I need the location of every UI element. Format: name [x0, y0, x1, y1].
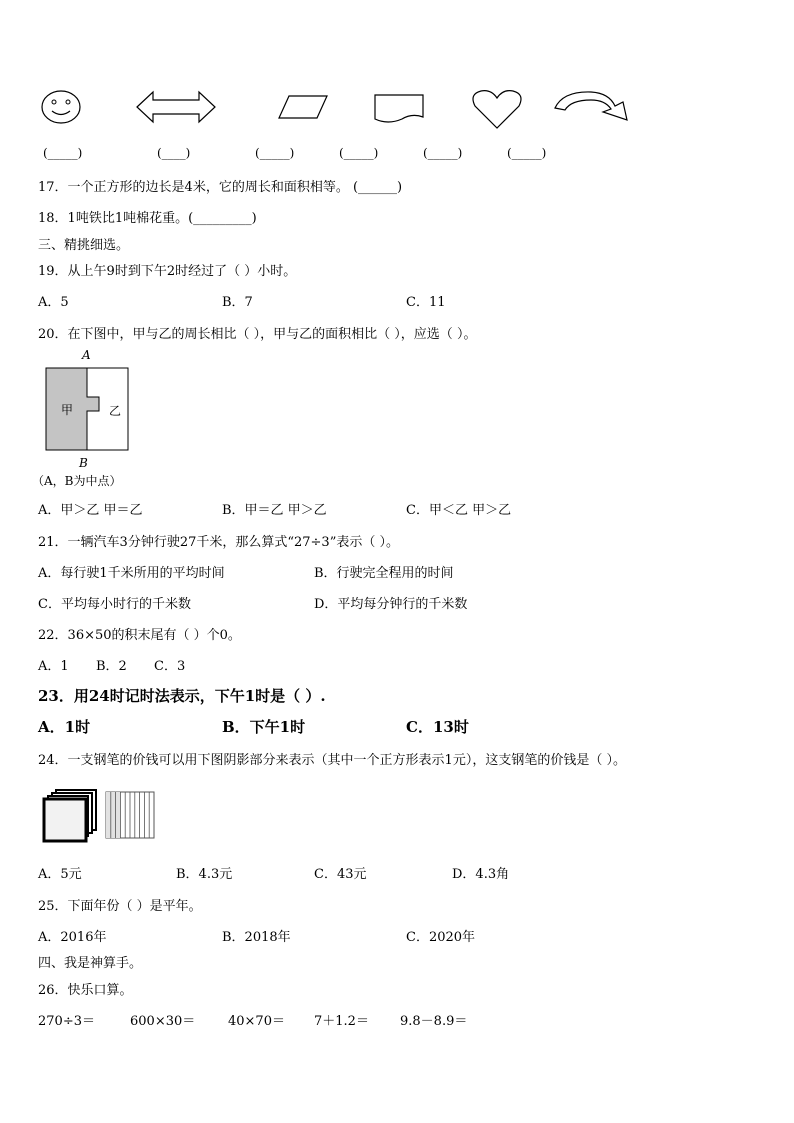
q20-option-b[interactable]: B．甲＝乙 甲＞乙 — [222, 503, 327, 518]
section-4-heading: 四、我是神算手。 — [38, 956, 143, 971]
shape-blank-3[interactable]: (_____) — [255, 146, 295, 160]
question-23-stem: 23．用24时记时法表示，下午1时是（ ）. — [38, 687, 326, 705]
label-b: B — [79, 456, 88, 470]
shape-blank-4[interactable]: (_____) — [339, 146, 379, 160]
q23-option-c[interactable]: C．13时 — [406, 718, 469, 736]
q20-option-a[interactable]: A．甲＞乙 甲＝乙 — [38, 503, 143, 518]
q21-option-a[interactable]: A．每行驶1千米所用的平均时间 — [38, 566, 225, 581]
q20-option-c[interactable]: C．甲＜乙 甲＞乙 — [406, 503, 512, 518]
q24-option-a[interactable]: A．5元 — [38, 867, 82, 882]
smiley-face-icon — [40, 89, 82, 125]
question-22-stem: 22．36×50的积末尾有（ ）个0。 — [38, 628, 241, 643]
question-21-stem: 21．一辆汽车3分钟行驶27千米，那么算式“27÷3”表示（ ）。 — [38, 535, 399, 550]
q22-option-a[interactable]: A．1 — [38, 659, 69, 674]
label-jia: 甲 — [61, 403, 74, 417]
q26-item-4[interactable]: 7＋1.2＝ — [314, 1014, 369, 1029]
q21-option-b[interactable]: B．行驶完全程用的时间 — [314, 566, 454, 581]
q23-option-a[interactable]: A．1时 — [38, 718, 91, 736]
stacked-squares-figure — [42, 788, 158, 844]
figure-caption: （A，B为中点） — [32, 474, 122, 488]
label-yi: 乙 — [109, 404, 122, 418]
shape-blank-5[interactable]: (_____) — [423, 146, 463, 160]
q25-option-b[interactable]: B．2018年 — [222, 930, 291, 945]
q19-option-a[interactable]: A．5 — [38, 295, 69, 310]
q25-option-a[interactable]: A．2016年 — [38, 930, 107, 945]
label-a: A — [82, 348, 91, 362]
q24-option-d[interactable]: D．4.3角 — [452, 867, 510, 882]
question-18: 18．1吨铁比1吨棉花重。(_________) — [38, 211, 257, 226]
question-17: 17．一个正方形的边长是4米，它的周长和面积相等。 (______) — [38, 180, 403, 195]
q21-option-c[interactable]: C．平均每小时行的千米数 — [38, 597, 191, 612]
q26-item-3[interactable]: 40×70＝ — [228, 1014, 285, 1029]
question-19-stem: 19．从上午9时到下午2时经过了（ ）小时。 — [38, 264, 297, 279]
q24-option-c[interactable]: C．43元 — [314, 867, 367, 882]
question-20-stem: 20．在下图中，甲与乙的周长相比（ ），甲与乙的面积相比（ ），应选（ ）。 — [38, 327, 477, 342]
q26-item-1[interactable]: 270÷3＝ — [38, 1014, 95, 1029]
question-24-stem: 24．一支钢笔的价钱可以用下图阴影部分来表示（其中一个正方形表示1元），这支钢笔的价钱是（ ）。 — [38, 753, 626, 768]
q19-option-c[interactable]: C．11 — [406, 295, 446, 310]
parallelogram-icon — [277, 94, 329, 120]
q23-option-b[interactable]: B．下午1时 — [222, 718, 306, 736]
question-26-stem: 26．快乐口算。 — [38, 983, 133, 998]
q21-option-d[interactable]: D．平均每分钟行的千米数 — [314, 597, 468, 612]
q22-option-c[interactable]: C．3 — [154, 659, 186, 674]
shape-blank-1[interactable]: (_____) — [43, 146, 83, 160]
q25-option-c[interactable]: C．2020年 — [406, 930, 476, 945]
q26-item-2[interactable]: 600×30＝ — [130, 1014, 196, 1029]
q22-option-b[interactable]: B．2 — [96, 659, 127, 674]
curved-arrow-icon — [553, 88, 633, 124]
heart-icon — [471, 88, 523, 130]
double-arrow-icon — [135, 90, 217, 124]
wavy-rectangle-icon — [372, 93, 426, 125]
q19-option-b[interactable]: B．7 — [222, 295, 253, 310]
question-25-stem: 25．下面年份（ ）是平年。 — [38, 899, 202, 914]
shape-blank-2[interactable]: (____) — [157, 146, 191, 160]
shape-blank-6[interactable]: (_____) — [507, 146, 547, 160]
q26-item-5[interactable]: 9.8－8.9＝ — [400, 1014, 468, 1029]
q24-option-b[interactable]: B．4.3元 — [176, 867, 233, 882]
section-3-heading: 三、精挑细选。 — [38, 238, 130, 253]
